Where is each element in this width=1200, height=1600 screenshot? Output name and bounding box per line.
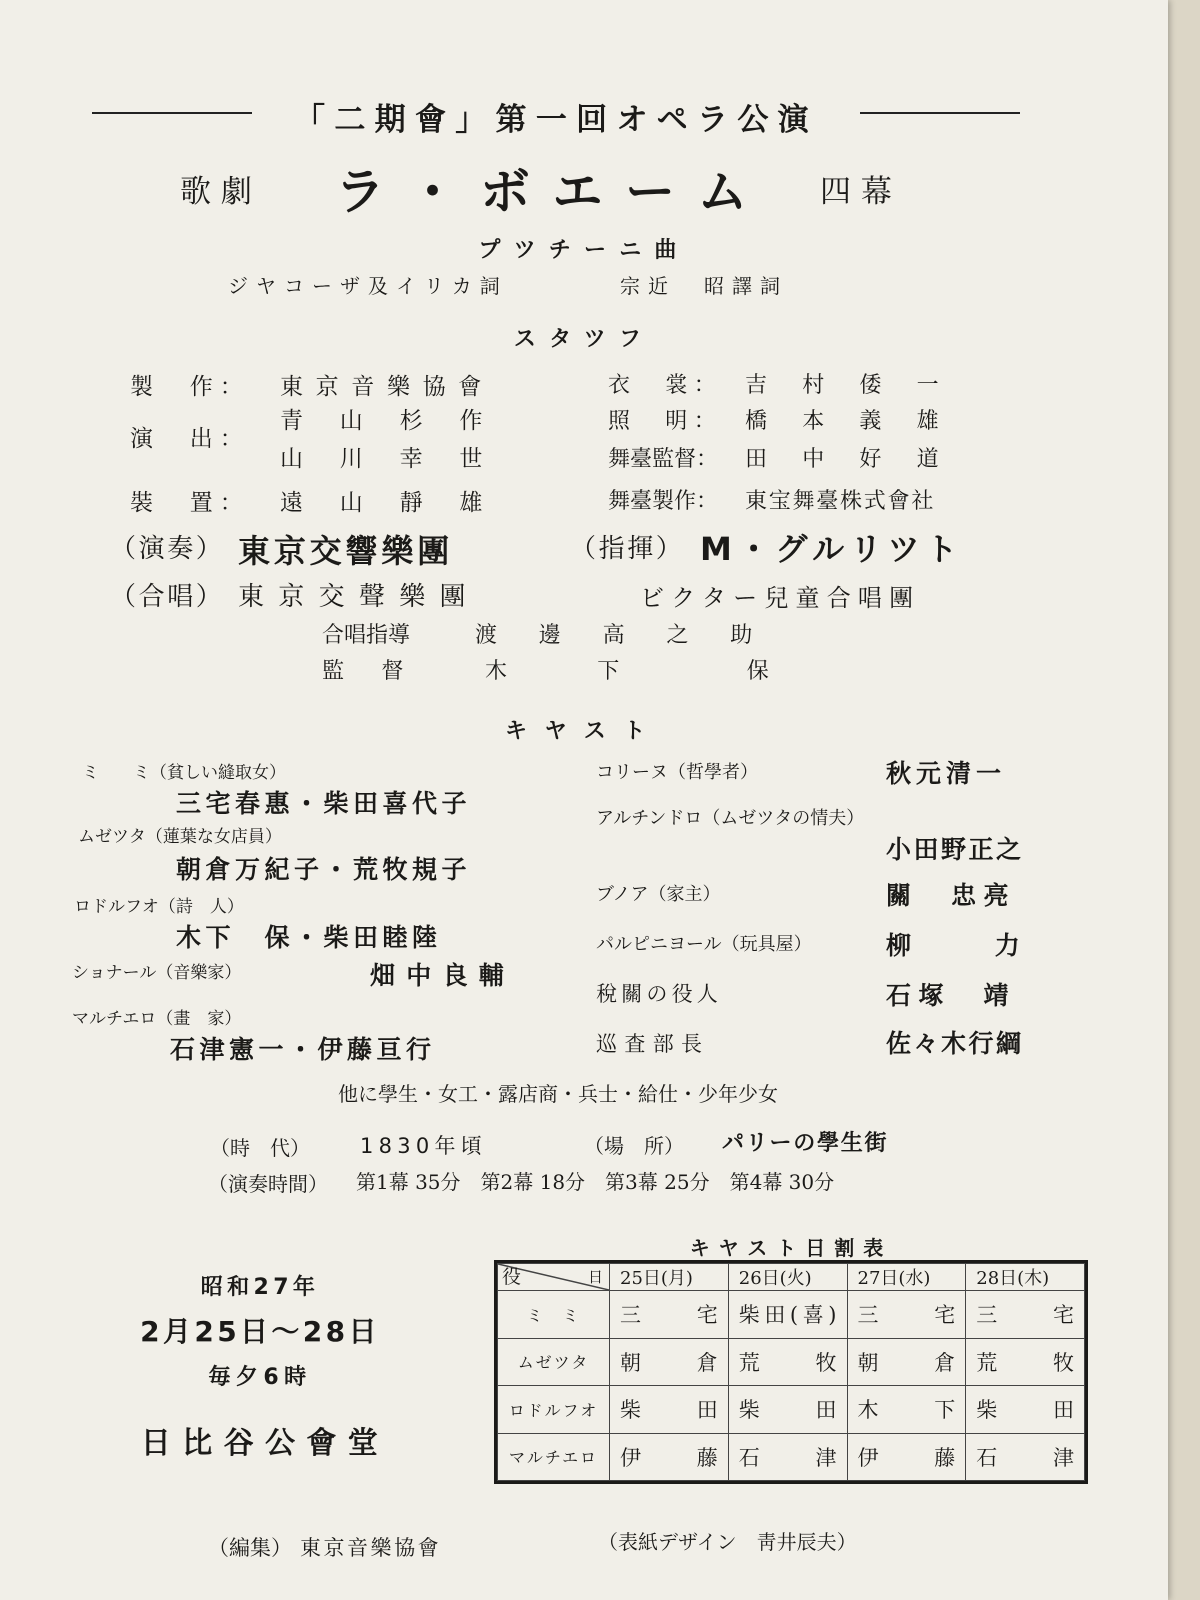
schedule-cell: 木 下 [847, 1386, 966, 1434]
staff-name-director-1: 青 山 杉 作 [280, 408, 490, 434]
opera-title: ラ・ボエーム [335, 163, 770, 221]
schedule-cell: 荒 牧 [728, 1338, 847, 1386]
schedule-row [498, 1386, 1085, 1434]
event-time: 毎夕6時 [208, 1365, 312, 1390]
staff-role-stage-manager: 舞臺監督： [608, 447, 719, 472]
staff-role-set: 裝 置： [130, 490, 250, 516]
editor-label: （編集） [208, 1536, 292, 1560]
chorus-director-label: 合唱指導 [322, 623, 411, 648]
cast-actors-mimi: 三宅春惠・柴田喜代子 [176, 789, 472, 818]
event-venue: 日比谷公會堂 [140, 1426, 390, 1461]
cast-heading: キヤスト [505, 719, 663, 744]
staff-role-direction: 演 出： [130, 426, 250, 452]
schedule-cell: 三 宅 [847, 1291, 966, 1339]
cover-design-credit: （表紙デザイン 靑井辰夫） [598, 1530, 857, 1554]
schedule-cell: 石 津 [966, 1433, 1085, 1481]
cast-role-benoit: ブノア（家主） [596, 884, 721, 905]
translator: 宗近 昭譯詞 [620, 274, 788, 298]
schedule-column-header: 28日(木) [966, 1264, 1085, 1291]
era-label: （時 代） [210, 1136, 310, 1160]
place-label: （場 所） [584, 1134, 684, 1158]
schedule-cell: 朝 倉 [847, 1338, 966, 1386]
cast-actors-musetta: 朝倉万紀子・荒牧規子 [176, 855, 472, 884]
staff-role-stage-production: 舞臺製作： [608, 489, 719, 514]
acts-label: 四 幕 [820, 174, 892, 210]
cast-role-sergeant: 巡査部長 [596, 1032, 710, 1056]
schedule-cell: 三 宅 [610, 1291, 729, 1339]
conductor-label: （指揮） [570, 534, 685, 564]
cast-schedule-table [494, 1260, 1088, 1484]
cast-role-colline: コリーヌ（哲學者） [596, 762, 758, 783]
staff-name-production: 東京音樂協會 [280, 374, 494, 400]
event-dates: 2月25日～28日 [140, 1315, 380, 1348]
schedule-column-header: 27日(水) [847, 1264, 966, 1291]
schedule-row [498, 1433, 1085, 1481]
staff-heading: スタツフ [513, 327, 655, 352]
editor-name: 東京音樂協會 [300, 1536, 442, 1560]
schedule-cell: 柴 田 [610, 1386, 729, 1434]
staff-name-set: 遠 山 靜 雄 [280, 490, 490, 516]
schedule-cell: 伊 藤 [847, 1433, 966, 1481]
chorus-name: 東京交聲樂團 [238, 582, 480, 612]
schedule-row [498, 1338, 1085, 1386]
cast-actor-parpignol: 柳 力 [886, 931, 1032, 960]
era-value: 1830年頃 [360, 1134, 487, 1158]
duration-label: （演奏時間） [208, 1172, 328, 1196]
cast-role-parpignol: パルピニヨール（玩具屋） [596, 934, 812, 955]
chorus-label: （合唱） [110, 582, 225, 612]
schedule-role-cell: マルチエロ [498, 1433, 610, 1481]
supervisor-name: 木 下 保 [485, 659, 785, 684]
staff-name-stage-manager: 田 中 好 道 [745, 447, 946, 472]
schedule-cell: 朝 倉 [610, 1338, 729, 1386]
staff-name-stage-production: 東宝舞臺株式會社 [745, 489, 936, 514]
cast-role-musetta: ムゼツタ（蓮葉な女店員） [78, 827, 282, 847]
staff-name-director-2: 山 川 幸 世 [280, 446, 490, 472]
librettists: ジヤコーザ及イリカ詞 [228, 274, 508, 298]
staff-name-costume: 吉 村 倭 一 [745, 373, 946, 398]
cast-role-rodolfo: ロドルフオ（詩 人） [74, 897, 244, 917]
series-title: 「二期會」第一回オペラ公演 [294, 102, 818, 138]
genre-label: 歌 劇 [180, 174, 252, 210]
orchestra-label: （演奏） [110, 534, 225, 564]
composer: プツチーニ曲 [478, 238, 690, 263]
cast-role-alcindoro: アルチンドロ（ムゼツタの情夫） [596, 808, 865, 829]
supervisor-label: 監 督 [322, 659, 412, 684]
cast-actors-marcello: 石津憲一・伊藤亘行 [170, 1035, 436, 1064]
cast-role-customs-officer: 稅關の役人 [596, 982, 722, 1006]
schedule-row [498, 1291, 1085, 1339]
header-rule-right [860, 112, 1020, 114]
duration-value: 第1幕 35分 第2幕 18分 第3幕 25分 第4幕 30分 [356, 1170, 835, 1194]
cast-others: 他に學生・女工・露店商・兵士・給仕・少年少女 [338, 1082, 778, 1106]
schedule-corner-cell [498, 1264, 610, 1291]
corner-day-label: 日 [587, 1268, 603, 1286]
cast-role-schaunard: ショナール（音樂家） [72, 963, 242, 983]
orchestra-name: 東京交響樂團 [238, 532, 454, 570]
schedule-cell: 三 宅 [966, 1291, 1085, 1339]
schedule-heading: キヤスト日割表 [689, 1236, 893, 1260]
schedule-cell: 柴 田 [966, 1386, 1085, 1434]
chorus-director-name: 渡 邊 高 之 助 [475, 623, 763, 648]
cast-actor-alcindoro: 小田野正之 [886, 835, 1024, 864]
schedule-column-header: 25日(月) [610, 1264, 729, 1291]
staff-role-costume: 衣 裳： [608, 373, 723, 398]
schedule-cell: 荒 牧 [966, 1338, 1085, 1386]
cast-role-marcello: マルチエロ（畫 家） [72, 1009, 242, 1029]
cast-actor-colline: 秋元清一 [886, 759, 1007, 788]
staff-name-lighting: 橋 本 義 雄 [745, 409, 946, 434]
cast-actors-rodolfo: 木下 保・柴田睦陸 [176, 923, 442, 952]
staff-role-lighting: 照 明： [608, 409, 723, 434]
schedule-role-cell: ロドルフオ [498, 1386, 610, 1434]
schedule-header-row [498, 1264, 1085, 1291]
schedule-cell: 柴 田 [728, 1386, 847, 1434]
place-value: パリーの學生街 [722, 1131, 889, 1156]
header-rule-left [92, 112, 252, 114]
event-year: 昭和27年 [200, 1275, 320, 1300]
children-chorus: ビクター兒童合唱團 [640, 584, 921, 612]
schedule-cell: 石 津 [728, 1433, 847, 1481]
cast-actors-schaunard: 畑中良輔 [370, 961, 516, 990]
cast-actor-benoit: 關 忠亮 [886, 881, 1017, 910]
schedule-cell: 伊 藤 [610, 1433, 729, 1481]
cast-actor-sergeant: 佐々木行綱 [886, 1029, 1024, 1058]
schedule-role-cell: ムゼツタ [498, 1338, 610, 1386]
schedule-role-cell: ミ ミ [498, 1291, 610, 1339]
schedule-cell: 柴田(喜) [728, 1291, 847, 1339]
schedule-column-header: 26日(火) [728, 1264, 847, 1291]
cast-actor-customs-officer: 石塚 靖 [886, 981, 1017, 1010]
corner-role-label: 役 [502, 1266, 522, 1288]
cast-role-mimi: ミ ミ（貧しい縫取女） [82, 763, 286, 783]
conductor-name: M・グルリツト [700, 530, 964, 568]
staff-role-production: 製 作： [130, 374, 250, 400]
